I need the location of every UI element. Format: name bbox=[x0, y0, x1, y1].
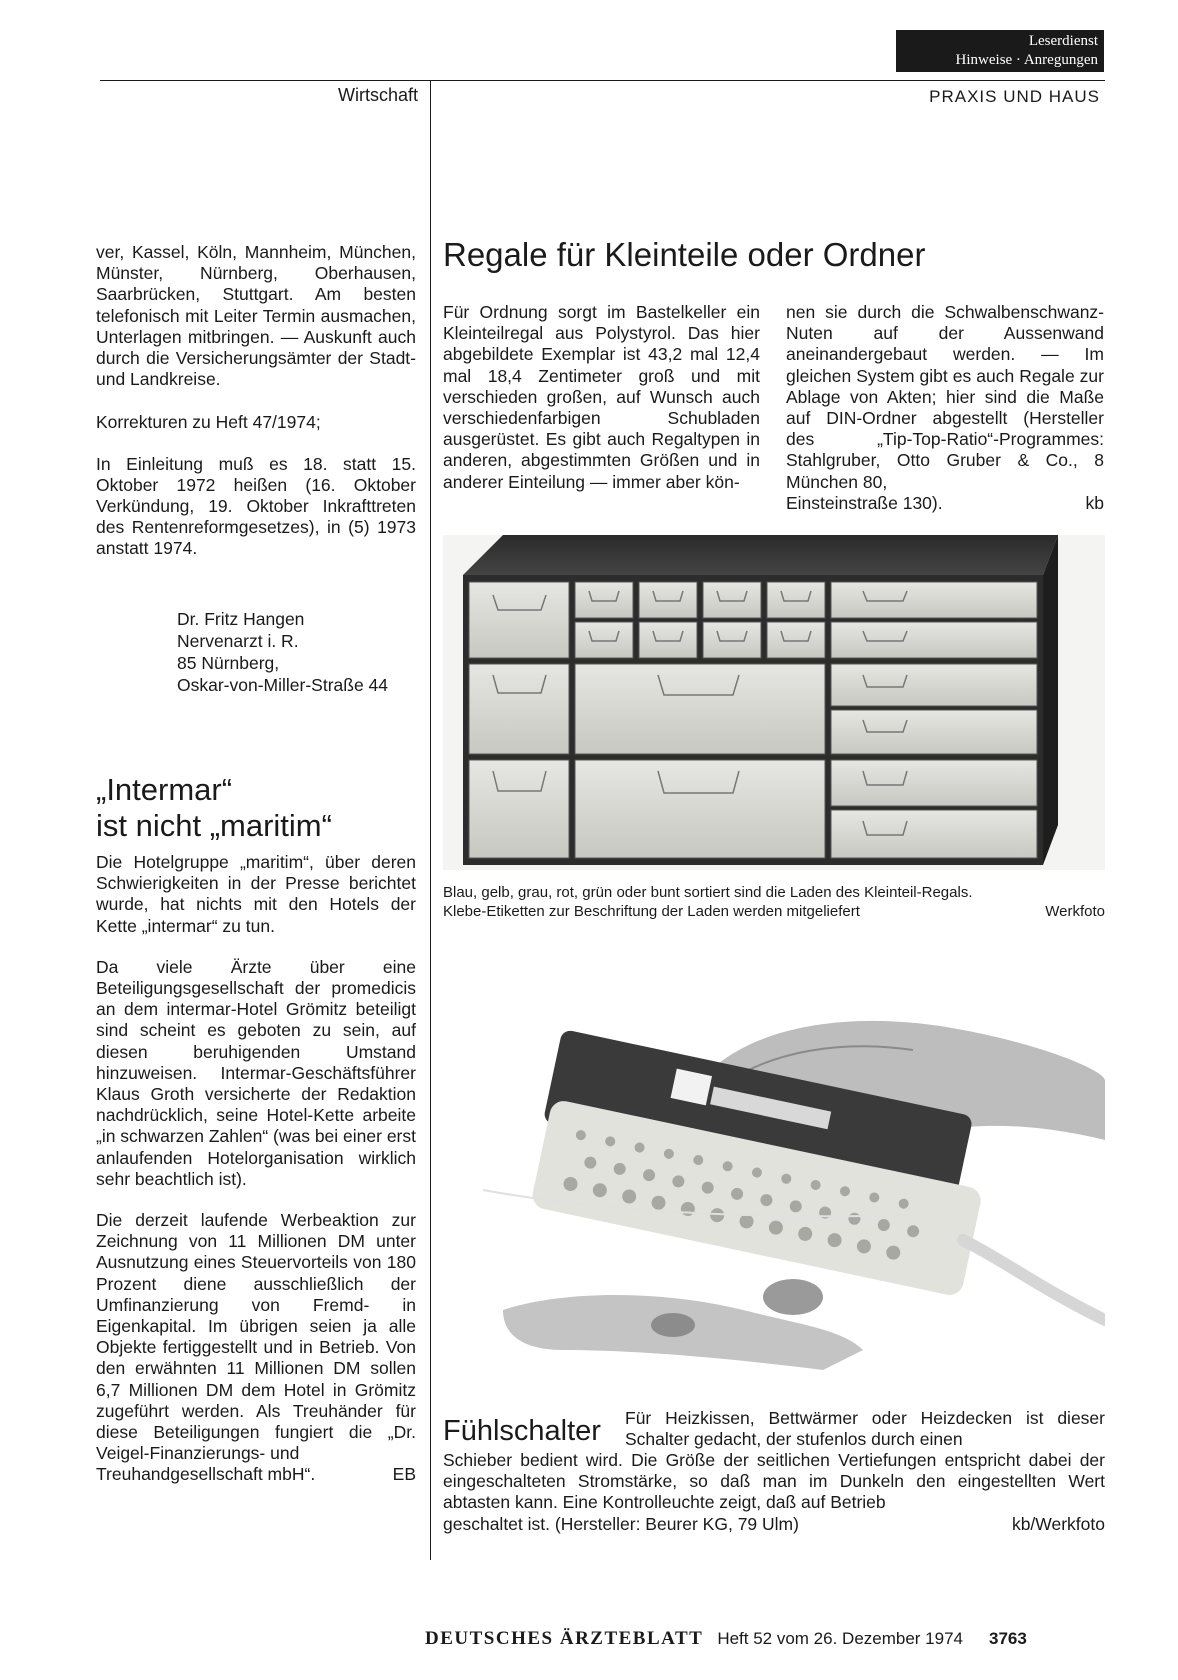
signature-city: 85 Nürnberg, bbox=[177, 653, 280, 673]
regale-address: Einsteinstraße 130). bbox=[786, 492, 943, 513]
intermar-headline bbox=[96, 772, 416, 844]
signature-name: Dr. Fritz Hangen bbox=[177, 609, 305, 629]
issue-info: Heft 52 vom 26. Dezember 1974 bbox=[717, 1629, 963, 1648]
caption-credit: Werkfoto bbox=[1045, 903, 1105, 920]
author-sign-eb: EB bbox=[392, 1464, 416, 1485]
cabinet-caption bbox=[443, 883, 1105, 921]
regale-headline: Regale für Kleinteile oder Ordner bbox=[443, 236, 926, 273]
fuehlschalter-text-rest bbox=[443, 1450, 1105, 1535]
column-divider bbox=[430, 80, 431, 1560]
intermar-headline-line-2: ist nicht „maritim“ bbox=[96, 808, 332, 843]
section-label-wirtschaft: Wirtschaft bbox=[337, 85, 418, 105]
fuehlschalter-headline: Fühlschalter bbox=[443, 1415, 601, 1447]
signature-street: Oskar-von-Miller-Straße 44 bbox=[177, 675, 389, 695]
paragraph-korrekturen: Korrekturen zu Heft 47/1974; bbox=[96, 412, 321, 433]
left-column-top bbox=[96, 242, 416, 560]
intermar-headline-line-1: „Intermar“ bbox=[96, 772, 233, 807]
badge-line-1: Leserdienst bbox=[1028, 33, 1098, 49]
intermar-article bbox=[96, 852, 416, 1486]
regale-paragraph-1: Für Ordnung sorgt im Bastelkeller ein Kleinteilregal aus Polystyrol. Das hier abgebildete Exemplar ist 43,2 mal 12,4 mal 18,4 Zentimeter groß und mit verschieden großen, auf Wunsch auch verschiedenfarbigen Schubladen ausgerüstet. Es gibt auch Regaltypen in anderen, abgestimmten Größen und in anderer Einteilung — immer aber kön- bbox=[443, 302, 760, 492]
author-sign-kb: kb bbox=[1085, 492, 1104, 513]
signature-title: Nervenarzt i. R. bbox=[177, 631, 299, 651]
caption-line-2: Klebe-Etiketten zur Beschriftung der Laden werden mitgeliefert bbox=[443, 903, 860, 920]
header-rule bbox=[100, 80, 1105, 81]
switch-in-hand-photo bbox=[443, 990, 1105, 1390]
leserdienst-badge bbox=[896, 30, 1104, 72]
drawer-cabinet-photo bbox=[443, 535, 1105, 870]
treuhand-text: Treuhandgesellschaft mbH“. bbox=[96, 1464, 316, 1485]
fuehlschalter-text-first: Für Heizkissen, Bettwärmer oder Heizdecken ist dieser Schalter gedacht, der stufenlos durch einen bbox=[625, 1408, 1105, 1450]
section-label-praxis-und-haus: PRAXIS UND HAUS bbox=[929, 87, 1100, 106]
badge-line-2: Hinweise · Anregungen bbox=[955, 52, 1098, 68]
paragraph-beteiligung: Da viele Ärzte über eine Beteiligungsgesellschaft der promedicis an dem intermar-Hotel Grömitz beteiligt sind scheint es geboten zu sein, auf diesen beruhigenden Umstand hinzuweisen. Intermar-Geschäftsführer Klaus Groth versicherte der Redaktion nachdrücklich, seine Hotel-Kette arbeite „in schwarzen Zahlen“ (was bei einer erst anlaufenden Hotelorganisation wirklich sehr beachtlich ist). bbox=[96, 956, 416, 1189]
caption-line-2-row bbox=[443, 902, 1105, 921]
regale-paragraph-2: nen sie durch die Schwalbenschwanz-Nuten auf der Aussenwand aneinandergebaut werden. — Im gleichen System gibt es auch Regale zur Ablage von Akten; hier sind die Maße auf DIN-Ordner abgestellt (Hersteller des „Tip-Top-Ratio“-Programmes: Stahlgruber, Otto Gruber & Co., 8 München 80, bbox=[786, 302, 1104, 492]
fuehlschalter-last-line bbox=[443, 1514, 1105, 1535]
paragraph-einleitung: In Einleitung muß es 18. statt 15. Oktober 1972 heißen (16. Oktober Verkündung, 19. Oktober Inkrafttreten des Rentenreformgesetzes), in (5) 1973 anstatt 1974. bbox=[96, 453, 416, 559]
page-footer bbox=[425, 1628, 1105, 1650]
fuehlschalter-credit: kb/Werkfoto bbox=[1011, 1513, 1105, 1534]
caption-line-1: Blau, gelb, grau, rot, grün oder bunt sortiert sind die Laden des Kleinteil-Regals. bbox=[443, 884, 973, 901]
paragraph-werbeaktion-last-line bbox=[96, 1464, 416, 1485]
fuehlschalter-manufacturer: geschaltet ist. (Hersteller: Beurer KG, 79 Ulm) bbox=[443, 1513, 799, 1534]
regale-last-line bbox=[786, 493, 1104, 514]
regale-text-column-2 bbox=[786, 302, 1104, 514]
regale-text-column-1 bbox=[443, 302, 760, 493]
page-number: 3763 bbox=[989, 1629, 1027, 1648]
paragraph-hotelgruppe: Die Hotelgruppe „maritim“, über deren Schwierigkeiten in der Presse berichtet wurde, hat nichts mit den Hotels der Kette „intermar“ zu tun. bbox=[96, 852, 416, 936]
fuehlschalter-paragraph: Schieber bedient wird. Die Größe der seitlichen Vertiefungen entspricht dabei der eingeschalteten Stromstärke, so daß man im Dunkeln den eingestellten Wert abtasten kann. Eine Kontrolleuchte zeigt, daß auf Betrieb bbox=[443, 1450, 1105, 1513]
paragraph-contact: ver, Kassel, Köln, Mannheim, München, Münster, Nürnberg, Oberhausen, Saarbrücken, Stuttgart. Am besten telefonisch mit Leiter Termin ausmachen, Unterlagen mitbringen. — Auskunft auch durch die Versicherungsämter der Stadt- und Landkreise. bbox=[96, 242, 416, 390]
journal-title: DEUTSCHES ÄRZTEBLATT bbox=[425, 1628, 704, 1649]
paragraph-werbeaktion: Die derzeit laufende Werbeaktion zur Zeichnung von 11 Millionen DM unter Ausnutzung eines Steuervorteils von 180 Prozent diene ausschließlich der Umfinanzierung von Fremd- in Eigenkapital. Im übrigen seien ja alle Objekte fertiggestellt und in Betrieb. Von den erwähnten 11 Millionen DM sollen 6,7 Millionen DM dem Hotel in Grömitz zugeführt werden. Als Treuhänder für diese Beteiligungen fungiert die „Dr. Veigel-Finanzierungs- und bbox=[96, 1210, 416, 1464]
signature-block bbox=[177, 608, 417, 696]
